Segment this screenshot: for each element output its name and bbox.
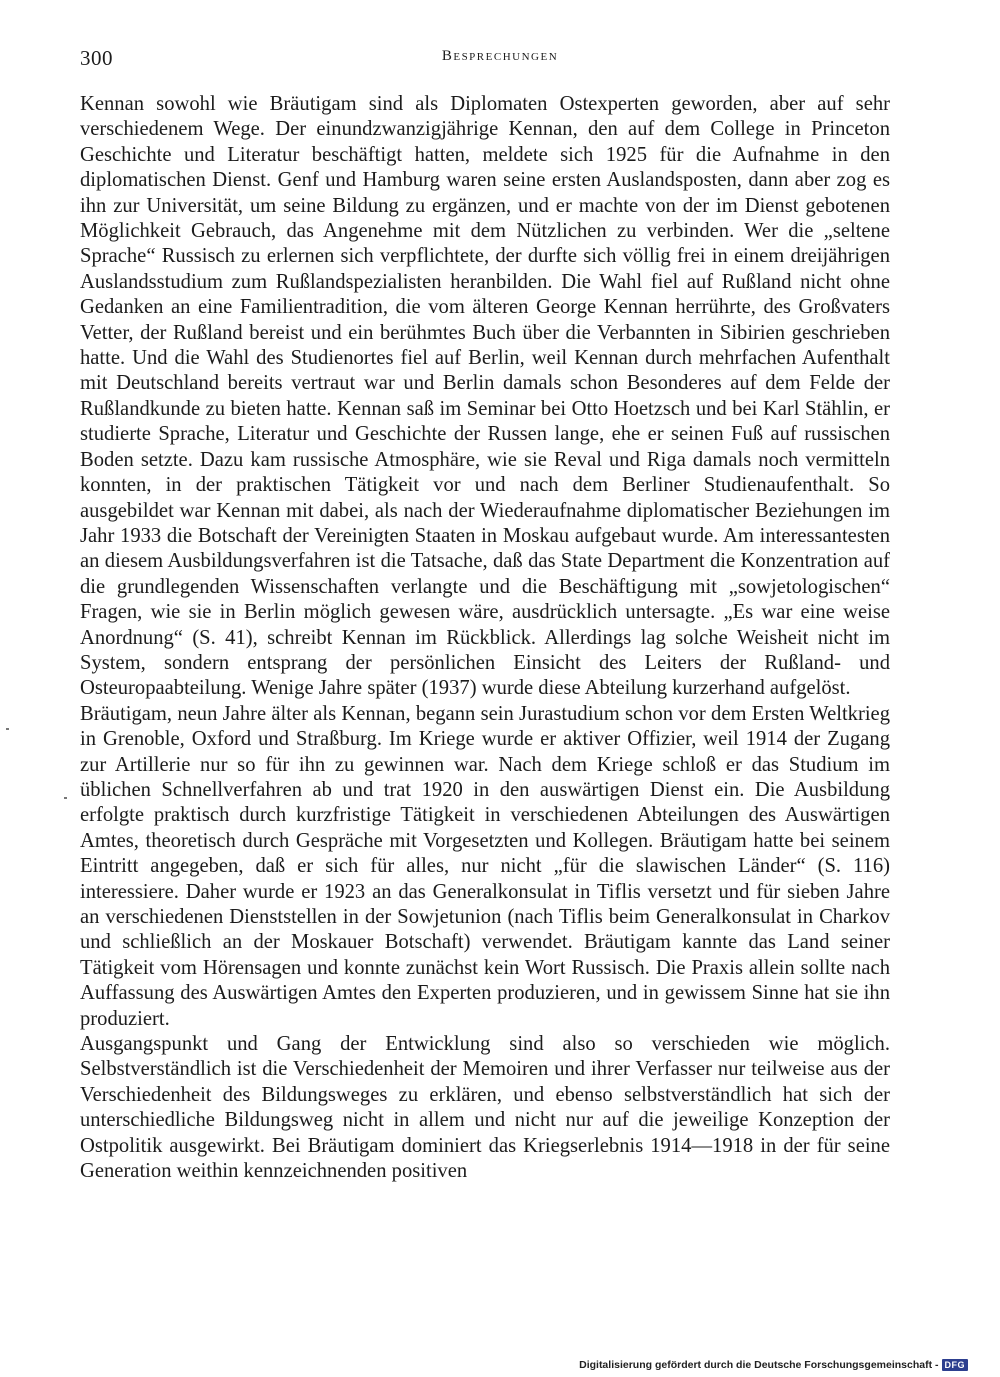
dfg-logo-icon: DFG (942, 1359, 969, 1371)
page-number: 300 (80, 46, 113, 70)
paragraph-1: Kennan sowohl wie Bräutigam sind als Diplomaten Ostexperten geworden, aber auf sehr verschiedenem Wege. Der einundzwanzigjährige Kennan, den auf dem College in Princeton Geschichte und Literatur beschäftigt hatten, meldete sich 1925 für die Aufnahme in den diplomatischen Dienst. Genf und Hamburg waren seine ersten Auslandsposten, dann aber zog es ihn zur Universität, um seine Bildung zu ergänzen, und er machte von der im Dienst gebotenen Möglichkeit Gebrauch, das Angenehme mit dem Nützlichen zu verbinden. Wer die „seltene Sprache“ Russisch zu erlernen sich verpflichtete, der durfte sich völlig frei in einem dreijährigen Auslandsstudium zum Rußlandspezialisten heranbilden. Die Wahl fiel auf Rußland nicht ohne Gedanken an eine Familientradition, die vom älteren George Kennan herrührte, des Großvaters Vetter, der Rußland bereist und ein berühmtes Buch über die Verbannten in Sibirien geschrieben hatte. Und die Wahl des Studienortes fiel auf Berlin, weil Kennan durch mehrfachen Aufenthalt mit Deutschland bereits vertraut war und Berlin damals schon Besonderes auf dem Felde der Rußlandkunde zu bieten hatte. Kennan saß im Seminar bei Otto Hoetzsch und bei Karl Stählin, er studierte Sprache, Literatur und Geschichte der Russen lange, ehe er seinen Fuß auf russischen Boden setzte. Dazu kam russische Atmosphäre, wie sie Reval und Riga damals noch vermitteln konnten, in der praktischen Tätigkeit vor und nach dem Berliner Studienaufenthalt. So ausgebildet war Kennan mit dabei, als nach der Wiederaufnahme diplomatischer Beziehungen im Jahr 1933 die Botschaft der Vereinigten Staaten in Moskau aufgebaut wurde. Am interessantesten an diesem Ausbildungsverfahren ist die Tatsache, daß das State Department die Konzentration auf die grundlegenden Wissenschaften verlangte und die Beschäftigung mit „sowjetologischen“ Fragen, wie sie in Berlin möglich gewesen wäre, ausdrücklich untersagte. „Es war eine weise Anordnung“ (S. 41), schreibt Kennan im Rückblick. Allerdings lag solche Weisheit nicht im System, sondern entsprang der persönlichen Einsicht des Leiters der Rußland- und Osteuropaabteilung. Wenige Jahre später (1937) wurde diese Abteilung kurzerhand aufgelöst. (80, 93, 890, 700)
running-head: Besprechungen (441, 48, 559, 64)
credit-text: Digitalisierung gefördert durch die Deutsche Forschungsgemeinschaft - (579, 1359, 939, 1371)
digitization-credit (579, 1359, 968, 1371)
margin-mark (64, 797, 67, 799)
article-body (80, 92, 890, 1184)
margin-mark (6, 728, 9, 730)
paragraph-2: Bräutigam, neun Jahre älter als Kennan, begann sein Jurastudium schon vor dem Ersten Weltkrieg in Grenoble, Oxford und Straßburg. Im Kriege wurde er aktiver Offizier, weil 1914 der Zugang zur Artillerie nur so für ihn zu gewinnen war. Nach dem Kriege schloß er das Studium im üblichen Schnellverfahren ab und trat 1920 in den auswärtigen Dienst ein. Die Ausbildung erfolgte praktisch durch kurzfristige Tätigkeit in verschiedenen Abteilungen des Auswärtigen Amtes, theoretisch durch Gespräche mit Vorgesetzten und Kollegen. Bräutigam hatte bei seinem Eintritt angegeben, daß er sich für alles, nur nicht „für die slawischen Länder“ (S. 116) interessiere. Daher wurde er 1923 an das Generalkonsulat in Tiflis versetzt und für sieben Jahre an verschiedenen Dienststellen in der Sowjetunion (nach Tiflis beim Generalkonsulat in Charkov und schließlich an der Moskauer Botschaft) verwendet. Bräutigam kannte das Land seiner Tätigkeit vom Hörensagen und konnte zunächst kein Wort Russisch. Die Praxis allein sollte nach Auffassung des Auswärtigen Amtes den Experten produzieren, und in gewissem Sinne hat sie ihn produziert. (80, 702, 890, 1030)
paragraph-3: Ausgangspunkt und Gang der Entwicklung sind also so verschieden wie möglich. Selbstverständlich ist die Verschiedenheit der Memoiren und ihrer Verfasser nur teilweise aus der Verschiedenheit des Bildungsweges zu erklären, und ebenso selbstverständlich hat sich der unterschiedliche Bildungsweg nicht in allem und nicht nur auf die jeweilige Konzeption der Ostpolitik ausgewirkt. Bei Bräutigam dominiert das Kriegserlebnis 1914—1918 in der für seine Generation weithin kennzeichnenden positiven (80, 1033, 890, 1183)
